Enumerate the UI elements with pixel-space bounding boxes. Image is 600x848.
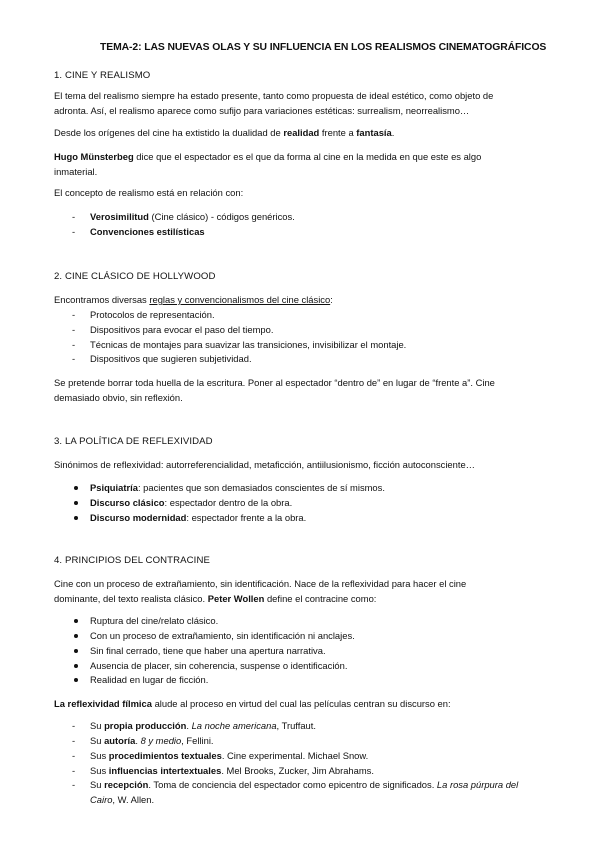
paragraph-line: Se pretende borrar toda huella de la escritura. Poner al espectador “dentro de” en lugar de “frente a”. Cine <box>54 377 495 388</box>
bold-text: Discurso modernidad <box>90 512 187 523</box>
bold-text: La reflexividad fílmica <box>54 698 152 709</box>
bold-text: Convenciones estilísticas <box>90 226 205 237</box>
text: Su <box>90 779 105 790</box>
dash-marker: - <box>72 211 76 222</box>
section-4-paragraph-1 <box>54 576 546 606</box>
list-item-text: Dispositivos para evocar el paso del tiempo. <box>90 324 274 335</box>
section-1-paragraph-4: El concepto de realismo está en relación con: <box>54 187 244 198</box>
text: , W. Allen. <box>112 794 155 805</box>
bullet-marker <box>74 501 78 505</box>
list-item-text: Con un proceso de extrañamiento, sin identificación ni anclajes. <box>90 630 355 641</box>
list-item-text: Ausencia de placer, sin coherencia, suspense o identificación. <box>90 660 348 671</box>
italic-text: La rosa púrpura del <box>436 779 519 790</box>
dash-marker: - <box>72 720 76 731</box>
text: , Fellini. <box>181 735 214 746</box>
text: . <box>135 735 141 746</box>
bold-text: Hugo Münsterbeg <box>54 151 134 162</box>
section-1-paragraph-1 <box>54 88 546 118</box>
section-2-paragraph-2 <box>54 375 546 405</box>
dash-marker: - <box>72 309 76 320</box>
bullet-marker <box>74 619 78 623</box>
dash-marker: - <box>72 324 76 335</box>
section-2-paragraph-1 <box>54 292 546 307</box>
dash-marker: - <box>72 339 76 350</box>
text: Encontramos diversas <box>54 294 150 305</box>
italic-text: Cairo <box>90 794 113 805</box>
bold-text: influencias intertextuales <box>108 765 222 776</box>
paragraph-line: demasiado obvio, sin reflexión. <box>54 392 183 403</box>
list-item-text: Dispositivos que sugieren subjetividad. <box>90 353 252 364</box>
paragraph-line: El tema del realismo siempre ha estado presente, tanto como propuesta de ideal estético, como objeto de <box>54 90 494 101</box>
section-4-heading: 4. PRINCIPIOS DEL CONTRACINE <box>54 555 210 566</box>
dash-marker: - <box>72 765 76 776</box>
paragraph-line <box>54 149 546 164</box>
paragraph-line: inmaterial. <box>54 166 98 177</box>
section-1-paragraph-3 <box>54 149 546 179</box>
list-item-text: Protocolos de representación. <box>90 309 215 320</box>
text: : <box>330 294 333 305</box>
section-4-paragraph-2 <box>54 696 546 711</box>
text: frente a <box>319 127 357 138</box>
dash-marker: - <box>72 353 76 364</box>
bold-text: procedimientos textuales <box>108 750 222 761</box>
section-1-heading: 1. CINE Y REALISMO <box>54 70 151 81</box>
bold-text: Discurso clásico <box>90 497 165 508</box>
text: . <box>186 720 192 731</box>
text: (Cine clásico) - códigos genéricos. <box>148 211 295 222</box>
text: alude al proceso en virtud del cual las películas centran su discurso en: <box>151 698 451 709</box>
dash-marker: - <box>72 750 76 761</box>
list-item-line <box>90 777 545 792</box>
dash-marker: - <box>72 226 76 237</box>
text: : pacientes que son demasiados conscientes de sí mismos. <box>137 482 385 493</box>
list-item-text: Realidad en lugar de ficción. <box>90 674 209 685</box>
text: . <box>391 127 395 138</box>
text: define el contracine como: <box>264 593 377 604</box>
text: dominante, del texto realista clásico. <box>54 593 208 604</box>
text: dice que el espectador es el que da forma al cine en la medida en que este es algo <box>133 151 482 162</box>
bold-text: Peter Wollen <box>207 593 265 604</box>
bullet-marker <box>74 486 78 490</box>
page-title: TEMA-2: LAS NUEVAS OLAS Y SU INFLUENCIA EN LOS REALISMOS CINEMATOGRÁFICOS <box>100 42 547 53</box>
paragraph-line <box>54 591 546 606</box>
text: . Cine experimental. Michael Snow. <box>221 750 369 761</box>
text: Sus <box>90 750 109 761</box>
list-item-line <box>90 792 545 807</box>
section-1-paragraph-2 <box>54 125 546 140</box>
text: Sus <box>90 765 109 776</box>
bold-text: propia producción <box>104 720 187 731</box>
bold-text: fantasía <box>356 127 392 138</box>
bullet-marker <box>74 634 78 638</box>
text: Su <box>90 735 105 746</box>
bullet-marker <box>74 664 78 668</box>
text: Su <box>90 720 105 731</box>
underlined-text: reglas y convencionalismos del cine clásico <box>149 294 331 305</box>
bullet-marker <box>74 649 78 653</box>
list-item-text: Ruptura del cine/relato clásico. <box>90 615 219 626</box>
bold-text: realidad <box>283 127 320 138</box>
text: , Truffaut. <box>276 720 316 731</box>
text: Desde los orígenes del cine ha extistido la dualidad de <box>54 127 284 138</box>
italic-text: 8 y medio <box>140 735 182 746</box>
section-3-paragraph-1: Sinónimos de reflexividad: autorreferencialidad, metaficción, antiilusionismo, ficción autoconsciente… <box>54 459 476 470</box>
text: . Toma de conciencia del espectador como epicentro de significados. <box>148 779 437 790</box>
dash-marker: - <box>72 779 76 790</box>
dash-marker: - <box>72 735 76 746</box>
bullet-marker <box>74 516 78 520</box>
list-item-text: Sin final cerrado, tiene que haber una apertura narrativa. <box>90 645 326 656</box>
section-2-heading: 2. CINE CLÁSICO DE HOLLYWOOD <box>54 271 216 282</box>
text: . Mel Brooks, Zucker, Jim Abrahams. <box>221 765 374 776</box>
bold-text: autoría <box>104 735 136 746</box>
paragraph-line: adronta. Así, el realismo aparece como sufijo para variaciones estéticas: surrealism, neorrealismo… <box>54 105 470 116</box>
section-3-heading: 3. LA POLÍTICA DE REFLEXIVIDAD <box>54 436 213 447</box>
list-item-text: Técnicas de montajes para suavizar las transiciones, invisibilizar el montaje. <box>90 339 407 350</box>
italic-text: La noche americana <box>191 720 277 731</box>
text: : espectador dentro de la obra. <box>164 497 293 508</box>
bold-text: Verosimilitud <box>90 211 149 222</box>
text: : espectador frente a la obra. <box>186 512 307 523</box>
bullet-marker <box>74 678 78 682</box>
bold-text: Psiquiatría <box>90 482 138 493</box>
paragraph-line: Cine con un proceso de extrañamiento, sin identificación. Nace de la reflexividad para hacer el cine <box>54 578 467 589</box>
bold-text: recepción <box>104 779 149 790</box>
